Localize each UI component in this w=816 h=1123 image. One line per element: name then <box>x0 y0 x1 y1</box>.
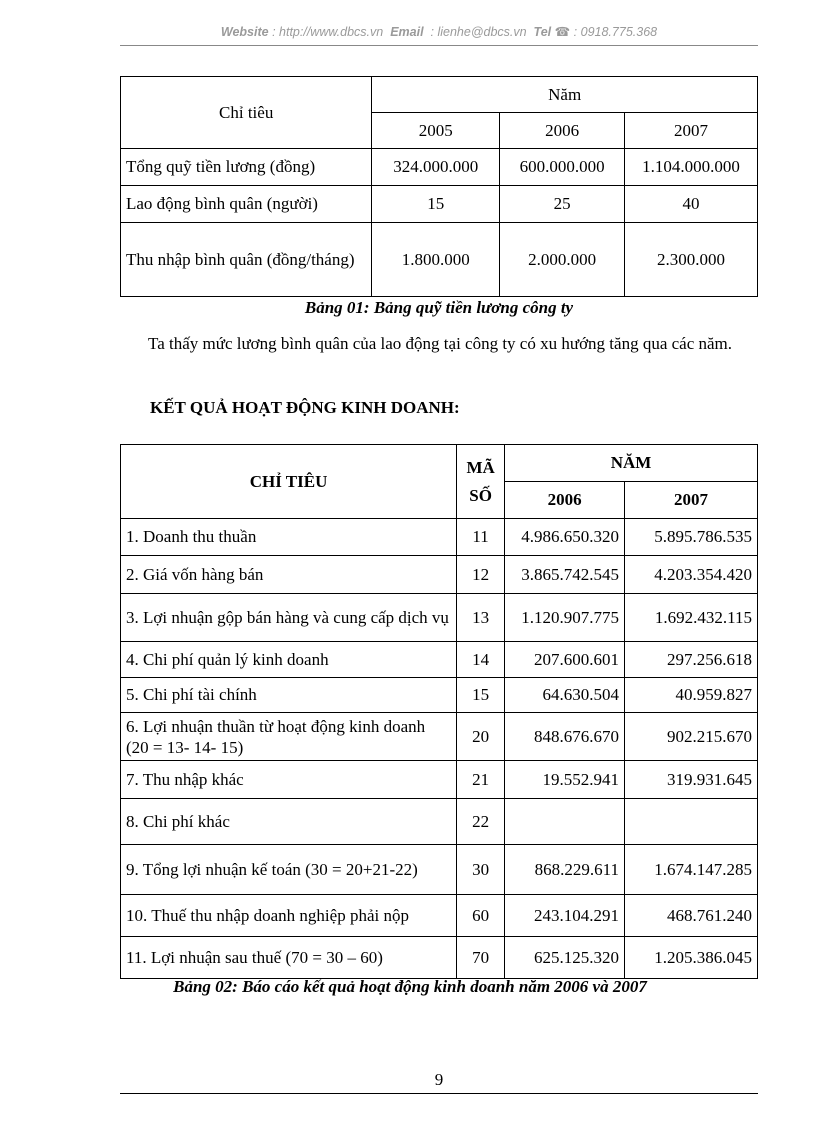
row-code: 30 <box>457 845 505 895</box>
row-code: 12 <box>457 556 505 594</box>
row-code: 15 <box>457 678 505 713</box>
table-row <box>121 149 758 186</box>
cell-value: 19.552.941 <box>505 761 625 799</box>
row-label: 3. Lợi nhuận gộp bán hàng và cung cấp dịch vụ <box>121 594 457 642</box>
results-year-header: 2007 <box>625 482 758 519</box>
row-code: 20 <box>457 713 505 761</box>
results-header-indicator: CHỈ TIÊU <box>121 445 457 519</box>
cell-value: 40 <box>625 186 758 223</box>
table-row <box>121 937 758 979</box>
table-row <box>121 845 758 895</box>
results-table-caption: Bảng 02: Báo cáo kết quả hoạt động kinh doanh năm 2006 và 2007 <box>173 977 647 996</box>
cell-value: 4.986.650.320 <box>505 519 625 556</box>
row-label: 5. Chi phí tài chính <box>121 678 457 713</box>
table-row <box>121 519 758 556</box>
cell-value: 243.104.291 <box>505 895 625 937</box>
page-header <box>120 24 758 39</box>
table-row <box>121 678 758 713</box>
cell-value: 1.104.000.000 <box>625 149 758 186</box>
table-row <box>121 642 758 678</box>
results-header-code: MÃ SỐ <box>457 445 505 519</box>
cell-value: 1.120.907.775 <box>505 594 625 642</box>
website-label: Website <box>220 25 269 39</box>
salary-year-header: 2005 <box>372 113 500 149</box>
email-value: : lienhe@dbcs.vn <box>430 25 527 39</box>
cell-value: 2.000.000 <box>500 223 625 297</box>
row-label: 8. Chi phí khác <box>121 799 457 845</box>
row-code: 14 <box>457 642 505 678</box>
results-header-year-group: NĂM <box>505 445 758 482</box>
salary-header-year-group: Năm <box>372 77 758 113</box>
tel-label: Tel <box>533 25 552 39</box>
table-row <box>121 556 758 594</box>
table-row <box>121 799 758 845</box>
row-code: 22 <box>457 799 505 845</box>
cell-value: 4.203.354.420 <box>625 556 758 594</box>
row-label: 6. Lợi nhuận thuần từ hoạt động kinh doanh (20 = 13- 14- 15) <box>121 713 457 761</box>
table-row <box>121 223 758 297</box>
table-row <box>121 761 758 799</box>
cell-value: 902.215.670 <box>625 713 758 761</box>
cell-value: 625.125.320 <box>505 937 625 979</box>
salary-year-header: 2007 <box>625 113 758 149</box>
tel-value: ☎ : 0918.775.368 <box>554 25 658 39</box>
cell-value: 15 <box>372 186 500 223</box>
cell-value: 2.300.000 <box>625 223 758 297</box>
salary-year-header: 2006 <box>500 113 625 149</box>
cell-value: 40.959.827 <box>625 678 758 713</box>
cell-value: 324.000.000 <box>372 149 500 186</box>
row-label: 2. Giá vốn hàng bán <box>121 556 457 594</box>
cell-value <box>505 799 625 845</box>
page-number: 9 <box>434 1070 444 1089</box>
cell-value: 64.630.504 <box>505 678 625 713</box>
email-label: Email <box>390 25 424 39</box>
row-label: 10. Thuế thu nhập doanh nghiệp phải nộp <box>121 895 457 937</box>
row-code: 11 <box>457 519 505 556</box>
cell-value: 1.674.147.285 <box>625 845 758 895</box>
cell-value: 207.600.601 <box>505 642 625 678</box>
cell-value: 3.865.742.545 <box>505 556 625 594</box>
row-label: Lao động bình quân (người) <box>121 186 372 223</box>
website-value: : http://www.dbcs.vn <box>272 25 384 39</box>
row-code: 70 <box>457 937 505 979</box>
cell-value: 5.895.786.535 <box>625 519 758 556</box>
table-row <box>121 186 758 223</box>
cell-value: 25 <box>500 186 625 223</box>
salary-table-caption: Bảng 01: Bảng quỹ tiền lương công ty <box>304 298 574 317</box>
cell-value: 600.000.000 <box>500 149 625 186</box>
cell-value: 848.676.670 <box>505 713 625 761</box>
salary-header-indicator: Chỉ tiêu <box>121 77 372 149</box>
row-label: 1. Doanh thu thuần <box>121 519 457 556</box>
row-code: 13 <box>457 594 505 642</box>
table-row <box>121 594 758 642</box>
row-label: 4. Chi phí quản lý kinh doanh <box>121 642 457 678</box>
cell-value: 1.205.386.045 <box>625 937 758 979</box>
table-row <box>121 895 758 937</box>
row-label: Thu nhập bình quân (đồng/tháng) <box>121 223 372 297</box>
footer-divider <box>120 1093 758 1094</box>
section-heading: KẾT QUẢ HOẠT ĐỘNG KINH DOANH: <box>150 398 460 417</box>
row-label: 9. Tổng lợi nhuận kế toán (30 = 20+21-22) <box>121 845 457 895</box>
cell-value: 319.931.645 <box>625 761 758 799</box>
cell-value: 297.256.618 <box>625 642 758 678</box>
cell-value: 1.800.000 <box>372 223 500 297</box>
results-year-header: 2006 <box>505 482 625 519</box>
header-divider <box>120 45 758 46</box>
business-results-table <box>120 444 758 979</box>
row-label: 7. Thu nhập khác <box>121 761 457 799</box>
row-label: Tổng quỹ tiền lương (đồng) <box>121 149 372 186</box>
cell-value: 468.761.240 <box>625 895 758 937</box>
table-row <box>121 713 758 761</box>
row-code: 60 <box>457 895 505 937</box>
cell-value: 868.229.611 <box>505 845 625 895</box>
body-paragraph: Ta thấy mức lương bình quân của lao động tại công ty có xu hướng tăng qua các năm. <box>148 334 733 353</box>
cell-value <box>625 799 758 845</box>
salary-table <box>120 76 758 297</box>
row-code: 21 <box>457 761 505 799</box>
row-label: 11. Lợi nhuận sau thuế (70 = 30 – 60) <box>121 937 457 979</box>
cell-value: 1.692.432.115 <box>625 594 758 642</box>
